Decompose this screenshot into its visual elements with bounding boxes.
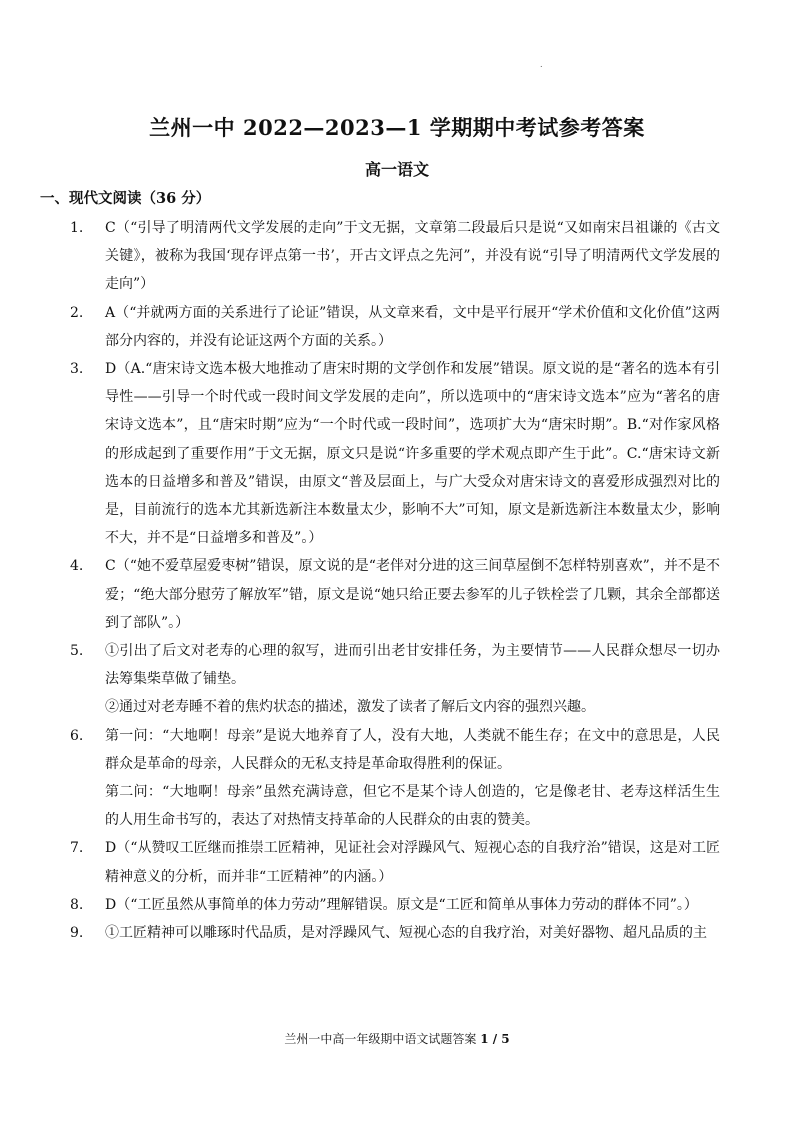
answer-item <box>70 834 720 890</box>
answer-list <box>70 214 720 947</box>
answer-text: ①引出了后文对老寿的心理的叙写，进而引出老甘安排任务，为主要情节——人民群众想尽一切办法筹集柴草做了铺垫。 <box>105 643 720 688</box>
answer-continuation: 第二问：“大地啊！母亲”虽然充满诗意，但它不是某个诗人创造的，它是像老甘、老寿这样活生生的人用生命书写的，表达了对热情支持革命的人民群众的由衷的赞美。 <box>105 784 720 829</box>
answer-item <box>70 722 720 778</box>
answer-number: 7. <box>70 840 84 857</box>
answer-item <box>70 891 720 919</box>
page-footer <box>0 1030 794 1047</box>
page-title: 兰州一中 2022—2023—1 学期期中考试参考答案 <box>149 115 645 140</box>
answer-item <box>70 355 720 552</box>
answer-number: 4. <box>70 558 84 575</box>
answer-text: ①工匠精神可以雕琢时代品质，是对浮躁风气、短视心态的自我疗治，对美好器物、超凡品质的主 <box>105 925 707 942</box>
answer-text: C（“她不爱草屋爱枣树”错误，原文说的是“老伴对分进的这三间草屋倒不怎样特别喜欢”，并不是不爱；“绝大部分慰劳了解放军”错，原文是说“她只给正要去参军的儿子铁栓尝了几颗，其余全部都送到了部队”。） <box>105 558 720 631</box>
answer-text: D（A.“唐宋诗文选本极大地推动了唐宋时期的文学创作和发展”错误。原文说的是“著名的选本有引导性——引导一个时代或一段时间文学发展的走向”，所以选项中的“唐宋诗文选本”应为“著名的唐宋诗文选本”，且“唐宋时期”应为“一个时代或一段时间”，选项扩大为“唐宋时期”。B.“对作家风格的形成起到了重要作用”于文无据，原文只是说“许多重要的学术观点即产生于此”。C.“唐宋诗文新选本的日益增多和普及”错误，由原文“普及层面上，与广大受众对唐宋诗文的喜爱形成强烈对比的是，目前流行的选本尤其新选新注本数量太少，影响不大”可知，原文是新选新注本数量太少，影响不大，并不是“日益增多和普及”。） <box>105 361 720 547</box>
section-heading: 一、现代文阅读（36 分） <box>40 190 211 207</box>
page-subtitle: 高一语文 <box>364 160 429 179</box>
answer-continuation: ②通过对老寿睡不着的焦灼状态的描述，激发了读者了解后文内容的强烈兴趣。 <box>105 699 595 716</box>
answer-item <box>70 552 720 637</box>
answer-text: C（“引导了明清两代文学发展的走向”于文无据，文章第二段最后只是说“又如南宋吕祖谦的《古文关键》，被称为我国‘现存评点第一书’，开古文评点之先河”，并没有说“引导了明清两代文学发展的走向”） <box>105 220 720 293</box>
answer-number: 9. <box>70 925 84 942</box>
answer-item <box>70 299 720 355</box>
answer-number: 5. <box>70 643 84 660</box>
answer-text: A（“并就两方面的关系进行了论证”错误，从文章来看，文中是平行展开“学术价值和文化价值”这两部分内容的，并没有论证这两个方面的关系。） <box>105 304 720 349</box>
answer-number: 3. <box>70 361 84 378</box>
answer-number: 1. <box>70 220 84 236</box>
page-number: 1 / 5 <box>480 1032 510 1046</box>
answer-text: D（“从赞叹工匠继而推崇工匠精神，见证社会对浮躁风气、短视心态的自我疗治”错误，这是对工匠精神意义的分析，而并非“工匠精神”的内涵。） <box>105 840 720 885</box>
answer-number: 8. <box>70 896 84 913</box>
answer-text: D（“工匠虽然从事简单的体力劳动”理解错误。原文是“工匠和简单从事体力劳动的群体不同”。） <box>105 896 698 913</box>
answer-item <box>70 214 720 299</box>
footer-text: 兰州一中高一年级期中语文试题答案 <box>284 1032 481 1046</box>
answer-number: 6. <box>70 727 84 744</box>
answer-text: 第一问：“大地啊！母亲”是说大地养育了人，没有大地，人类就不能生存；在文中的意思是，人民群众是革命的母亲，人民群众的无私支持是革命取得胜利的保证。 <box>105 727 720 772</box>
answer-number: 2. <box>70 304 84 321</box>
answer-item <box>70 919 720 947</box>
answer-item <box>70 637 720 693</box>
header-mark: . <box>540 60 543 69</box>
